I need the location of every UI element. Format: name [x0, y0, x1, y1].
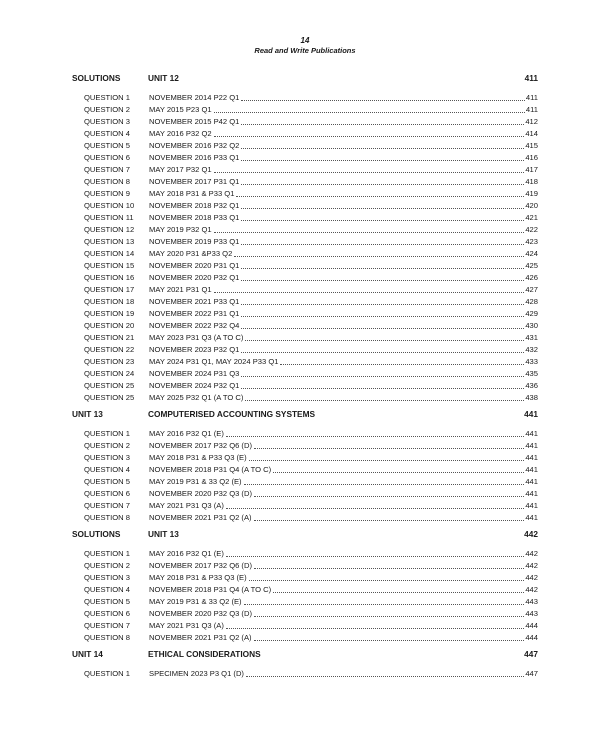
entry-title: MAY 2021 P31 Q3 (A): [149, 501, 224, 510]
dot-leader: [226, 428, 524, 437]
question-label: QUESTION 20: [84, 321, 135, 330]
question-label: QUESTION 7: [84, 501, 130, 510]
question-label: QUESTION 12: [84, 225, 135, 234]
toc-entry: [0, 308, 610, 320]
dot-leader: [241, 344, 524, 353]
toc-entry: [0, 116, 610, 128]
dot-leader: [241, 368, 524, 377]
entry-page-number: 441: [525, 477, 538, 486]
entry-leader: [149, 548, 538, 560]
dot-leader: [241, 272, 524, 281]
entry-title: MAY 2019 P31 & 33 Q2 (E): [149, 597, 242, 606]
entry-leader: [149, 128, 538, 140]
entry-title: NOVEMBER 2016 P32 Q2: [149, 141, 240, 150]
entry-title: SPECIMEN 2023 P3 Q1 (D): [149, 669, 244, 678]
entry-leader: [149, 380, 538, 392]
entry-title: MAY 2025 P32 Q1 (A TO C): [149, 393, 244, 402]
entry-page-number: 429: [525, 309, 538, 318]
question-label: QUESTION 2: [84, 441, 130, 450]
entry-page-number: 415: [525, 141, 538, 150]
entry-page-number: 416: [525, 153, 538, 162]
toc-entry: [0, 140, 610, 152]
entry-title: NOVEMBER 2018 P31 Q4 (A TO C): [149, 465, 272, 474]
entry-title: MAY 2023 P31 Q3 (A TO C): [149, 333, 244, 342]
entry-leader: [149, 512, 538, 524]
entry-page-number: 433: [525, 357, 538, 366]
question-label: QUESTION 5: [84, 141, 130, 150]
entry-leader: [149, 152, 538, 164]
entry-title: MAY 2019 P31 & 33 Q2 (E): [149, 477, 242, 486]
entry-page-number: 442: [525, 549, 538, 558]
question-label: QUESTION 3: [84, 117, 130, 126]
toc-entry: [0, 476, 610, 488]
question-label: QUESTION 15: [84, 261, 135, 270]
dot-leader: [214, 104, 525, 113]
dot-leader: [241, 308, 524, 317]
entry-leader: [149, 440, 538, 452]
dot-leader: [241, 200, 524, 209]
entry-title: MAY 2017 P32 Q1: [149, 165, 212, 174]
question-label: QUESTION 18: [84, 297, 135, 306]
entry-title: NOVEMBER 2018 P31 Q4 (A TO C): [149, 585, 272, 594]
entry-leader: [149, 356, 538, 368]
dot-leader: [245, 392, 524, 401]
dot-leader: [234, 248, 524, 257]
entry-title: NOVEMBER 2024 P31 Q3: [149, 369, 240, 378]
entry-leader: [149, 92, 538, 104]
entry-title: NOVEMBER 2018 P33 Q1: [149, 213, 240, 222]
question-label: QUESTION 3: [84, 453, 130, 462]
dot-leader: [226, 620, 524, 629]
section-heading: [0, 648, 610, 668]
entry-leader: [149, 140, 538, 152]
dot-leader: [273, 584, 524, 593]
dot-leader: [254, 440, 524, 449]
entry-page-number: 428: [525, 297, 538, 306]
entry-title: NOVEMBER 2021 P31 Q2 (A): [149, 513, 252, 522]
entry-leader: [149, 596, 538, 608]
entry-page-number: 442: [525, 561, 538, 570]
dot-leader: [273, 464, 524, 473]
entry-page-number: 419: [525, 189, 538, 198]
entry-page-number: 441: [525, 453, 538, 462]
entry-page-number: 426: [525, 273, 538, 282]
dot-leader: [246, 668, 524, 677]
toc-entry: [0, 188, 610, 200]
section-title: UNIT 13: [148, 529, 179, 539]
dot-leader: [280, 356, 524, 365]
dot-leader: [241, 176, 524, 185]
dot-leader: [241, 92, 525, 101]
entry-page-number: 420: [525, 201, 538, 210]
entry-title: NOVEMBER 2023 P32 Q1: [149, 345, 240, 354]
toc-entry: [0, 320, 610, 332]
dot-leader: [214, 128, 525, 137]
entry-page-number: 444: [525, 633, 538, 642]
question-label: QUESTION 11: [84, 213, 134, 222]
dot-leader: [214, 224, 525, 233]
question-label: QUESTION 14: [84, 249, 135, 258]
toc-entry: [0, 548, 610, 560]
toc-entry: [0, 104, 610, 116]
entry-title: MAY 2015 P23 Q1: [149, 105, 212, 114]
entry-leader: [149, 608, 538, 620]
toc-entry: [0, 668, 610, 680]
entry-page-number: 423: [525, 237, 538, 246]
entry-page-number: 438: [525, 393, 538, 402]
question-label: QUESTION 16: [84, 273, 135, 282]
dot-leader: [236, 188, 524, 197]
toc-entry: [0, 176, 610, 188]
entry-title: NOVEMBER 2017 P32 Q6 (D): [149, 561, 252, 570]
toc-entry: [0, 632, 610, 644]
toc-entry: [0, 200, 610, 212]
question-label: QUESTION 7: [84, 165, 130, 174]
entry-leader: [149, 272, 538, 284]
entry-page-number: 412: [525, 117, 538, 126]
entry-leader: [149, 104, 538, 116]
entry-title: MAY 2019 P32 Q1: [149, 225, 212, 234]
toc-entry: [0, 260, 610, 272]
dot-leader: [254, 512, 525, 521]
entry-leader: [149, 260, 538, 272]
toc-entry: [0, 584, 610, 596]
toc-entry: [0, 512, 610, 524]
entry-leader: [149, 200, 538, 212]
dot-leader: [241, 296, 524, 305]
section-label: UNIT 14: [72, 649, 103, 659]
entry-leader: [149, 224, 538, 236]
entry-title: NOVEMBER 2020 P31 Q1: [149, 261, 240, 270]
toc-entry: [0, 212, 610, 224]
entry-page-number: 441: [525, 501, 538, 510]
entry-title: NOVEMBER 2022 P32 Q4: [149, 321, 240, 330]
dot-leader: [254, 560, 524, 569]
question-label: QUESTION 8: [84, 513, 130, 522]
entry-leader: [149, 464, 538, 476]
toc-entry: [0, 452, 610, 464]
entry-page-number: 443: [525, 609, 538, 618]
question-label: QUESTION 5: [84, 597, 130, 606]
entry-page-number: 435: [525, 369, 538, 378]
section-page-number: 411: [524, 73, 538, 83]
entry-title: NOVEMBER 2014 P22 Q1: [149, 93, 240, 102]
entry-title: NOVEMBER 2018 P32 Q1: [149, 201, 240, 210]
question-label: QUESTION 1: [84, 549, 130, 558]
entry-title: NOVEMBER 2024 P32 Q1: [149, 381, 240, 390]
entry-leader: [149, 248, 538, 260]
question-label: QUESTION 3: [84, 573, 130, 582]
question-label: QUESTION 23: [84, 357, 135, 366]
section-label: UNIT 13: [72, 409, 103, 419]
toc-entry: [0, 440, 610, 452]
question-label: QUESTION 19: [84, 309, 135, 318]
entry-leader: [149, 188, 538, 200]
question-label: QUESTION 4: [84, 465, 130, 474]
entry-leader: [149, 476, 538, 488]
question-label: QUESTION 6: [84, 153, 130, 162]
question-label: QUESTION 8: [84, 633, 130, 642]
entry-leader: [149, 116, 538, 128]
entry-leader: [149, 332, 538, 344]
entry-leader: [149, 320, 538, 332]
question-label: QUESTION 1: [84, 429, 130, 438]
toc-entry: [0, 620, 610, 632]
entry-page-number: 430: [525, 321, 538, 330]
question-label: QUESTION 2: [84, 561, 130, 570]
toc-entry: [0, 296, 610, 308]
question-label: QUESTION 9: [84, 189, 130, 198]
page-number: 14: [300, 36, 310, 45]
entry-title: MAY 2018 P31 & P33 Q3 (E): [149, 453, 247, 462]
dot-leader: [241, 116, 524, 125]
section-title: UNIT 12: [148, 73, 179, 83]
entry-title: MAY 2021 P31 Q1: [149, 285, 212, 294]
entry-page-number: 441: [525, 441, 538, 450]
entry-title: MAY 2016 P32 Q1 (E): [149, 549, 224, 558]
dot-leader: [241, 380, 524, 389]
section-label: SOLUTIONS: [72, 529, 121, 539]
entry-page-number: 431: [525, 333, 538, 342]
entry-leader: [149, 212, 538, 224]
entry-leader: [149, 572, 538, 584]
question-label: QUESTION 13: [84, 237, 135, 246]
dot-leader: [226, 500, 524, 509]
toc-entry: [0, 344, 610, 356]
question-label: QUESTION 7: [84, 621, 130, 630]
toc-entry: [0, 596, 610, 608]
entry-title: NOVEMBER 2019 P33 Q1: [149, 237, 240, 246]
dot-leader: [214, 164, 525, 173]
dot-leader: [249, 452, 525, 461]
entry-title: NOVEMBER 2015 P42 Q1: [149, 117, 240, 126]
entry-page-number: 441: [525, 513, 538, 522]
dot-leader: [241, 140, 524, 149]
section-label: SOLUTIONS: [72, 73, 121, 83]
entry-title: MAY 2021 P31 Q3 (A): [149, 621, 224, 630]
dot-leader: [241, 260, 524, 269]
entry-title: MAY 2024 P31 Q1, MAY 2024 P33 Q1: [149, 357, 279, 366]
entry-title: MAY 2016 P32 Q1 (E): [149, 429, 224, 438]
dot-leader: [241, 152, 524, 161]
section-heading: [0, 528, 610, 548]
toc-entry: [0, 92, 610, 104]
entry-page-number: 432: [525, 345, 538, 354]
toc-entry: [0, 560, 610, 572]
entry-leader: [149, 452, 538, 464]
publisher-name: Read and Write Publications: [254, 46, 356, 55]
entry-page-number: 422: [525, 225, 538, 234]
toc-entry: [0, 356, 610, 368]
toc-entry: [0, 464, 610, 476]
toc-entry: [0, 152, 610, 164]
entry-page-number: 425: [525, 261, 538, 270]
entry-leader: [149, 164, 538, 176]
question-label: QUESTION 1: [84, 669, 130, 678]
question-label: QUESTION 6: [84, 609, 130, 618]
entry-page-number: 444: [525, 621, 538, 630]
toc-entry: [0, 392, 610, 404]
entry-title: NOVEMBER 2017 P31 Q1: [149, 177, 240, 186]
entry-page-number: 436: [525, 381, 538, 390]
entry-page-number: 427: [525, 285, 538, 294]
entry-title: MAY 2018 P31 & P33 Q1: [149, 189, 235, 198]
toc-entry: [0, 284, 610, 296]
dot-leader: [241, 236, 524, 245]
question-label: QUESTION 10: [84, 201, 135, 210]
entry-title: MAY 2016 P32 Q2: [149, 129, 212, 138]
entry-page-number: 442: [525, 585, 538, 594]
entry-leader: [149, 584, 538, 596]
toc-entry: [0, 488, 610, 500]
question-label: QUESTION 22: [84, 345, 135, 354]
dot-leader: [254, 632, 525, 641]
toc-entry: [0, 368, 610, 380]
dot-leader: [241, 212, 524, 221]
entry-leader: [149, 284, 538, 296]
section-title: COMPUTERISED ACCOUNTING SYSTEMS: [148, 409, 316, 419]
question-label: QUESTION 5: [84, 477, 130, 486]
dot-leader: [249, 572, 525, 581]
entry-leader: [149, 632, 538, 644]
question-label: QUESTION 17: [84, 285, 135, 294]
question-label: QUESTION 1: [84, 93, 130, 102]
entry-leader: [149, 488, 538, 500]
section-page-number: 441: [524, 409, 538, 419]
section-heading: [0, 72, 610, 92]
question-label: QUESTION 2: [84, 105, 130, 114]
entry-leader: [149, 344, 538, 356]
toc-entry: [0, 332, 610, 344]
question-label: QUESTION 21: [84, 333, 135, 342]
toc-entry: [0, 248, 610, 260]
entry-leader: [149, 392, 538, 404]
entry-title: MAY 2020 P31 &P33 Q2: [149, 249, 233, 258]
entry-page-number: 441: [525, 465, 538, 474]
entry-page-number: 441: [525, 429, 538, 438]
entry-leader: [149, 176, 538, 188]
toc-entry: [0, 164, 610, 176]
entry-title: NOVEMBER 2020 P32 Q3 (D): [149, 609, 252, 618]
section-page-number: 447: [524, 649, 538, 659]
toc-entry: [0, 380, 610, 392]
entry-page-number: 447: [525, 669, 538, 678]
entry-page-number: 443: [525, 597, 538, 606]
dot-leader: [241, 320, 524, 329]
question-label: QUESTION 25: [84, 393, 135, 402]
entry-title: NOVEMBER 2017 P32 Q6 (D): [149, 441, 252, 450]
entry-title: NOVEMBER 2022 P31 Q1: [149, 309, 240, 318]
entry-leader: [149, 668, 538, 680]
entry-page-number: 414: [525, 129, 538, 138]
entry-title: NOVEMBER 2021 P31 Q2 (A): [149, 633, 252, 642]
entry-title: NOVEMBER 2021 P33 Q1: [149, 297, 240, 306]
dot-leader: [254, 488, 524, 497]
entry-page-number: 441: [525, 489, 538, 498]
entry-page-number: 418: [525, 177, 538, 186]
toc-entry: [0, 572, 610, 584]
question-label: QUESTION 4: [84, 585, 130, 594]
entry-page-number: 442: [525, 573, 538, 582]
entry-leader: [149, 308, 538, 320]
entry-page-number: 411: [525, 105, 538, 114]
entry-leader: [149, 560, 538, 572]
entry-title: MAY 2018 P31 & P33 Q3 (E): [149, 573, 247, 582]
section-page-number: 442: [524, 529, 538, 539]
toc-entry: [0, 236, 610, 248]
entry-page-number: 421: [525, 213, 538, 222]
entry-leader: [149, 620, 538, 632]
entry-leader: [149, 500, 538, 512]
question-label: QUESTION 4: [84, 129, 130, 138]
toc-entry: [0, 272, 610, 284]
section-heading: [0, 408, 610, 428]
question-label: QUESTION 24: [84, 369, 135, 378]
question-label: QUESTION 6: [84, 489, 130, 498]
question-label: QUESTION 25: [84, 381, 135, 390]
entry-title: NOVEMBER 2016 P33 Q1: [149, 153, 240, 162]
entry-title: NOVEMBER 2020 P32 Q3 (D): [149, 489, 252, 498]
entry-leader: [149, 296, 538, 308]
dot-leader: [244, 596, 525, 605]
toc-entry: [0, 500, 610, 512]
dot-leader: [226, 548, 524, 557]
question-label: QUESTION 8: [84, 177, 130, 186]
section-title: ETHICAL CONSIDERATIONS: [148, 649, 261, 659]
toc-entry: [0, 608, 610, 620]
dot-leader: [244, 476, 525, 485]
entry-leader: [149, 368, 538, 380]
entry-page-number: 411: [525, 93, 538, 102]
entry-page-number: 424: [525, 249, 538, 258]
toc-entry: [0, 224, 610, 236]
table-of-contents: [0, 72, 610, 680]
dot-leader: [245, 332, 524, 341]
entry-leader: [149, 428, 538, 440]
entry-page-number: 417: [525, 165, 538, 174]
entry-title: NOVEMBER 2020 P32 Q1: [149, 273, 240, 282]
toc-entry: [0, 428, 610, 440]
dot-leader: [214, 284, 525, 293]
toc-entry: [0, 128, 610, 140]
page-header: [0, 36, 610, 56]
entry-leader: [149, 236, 538, 248]
dot-leader: [254, 608, 524, 617]
